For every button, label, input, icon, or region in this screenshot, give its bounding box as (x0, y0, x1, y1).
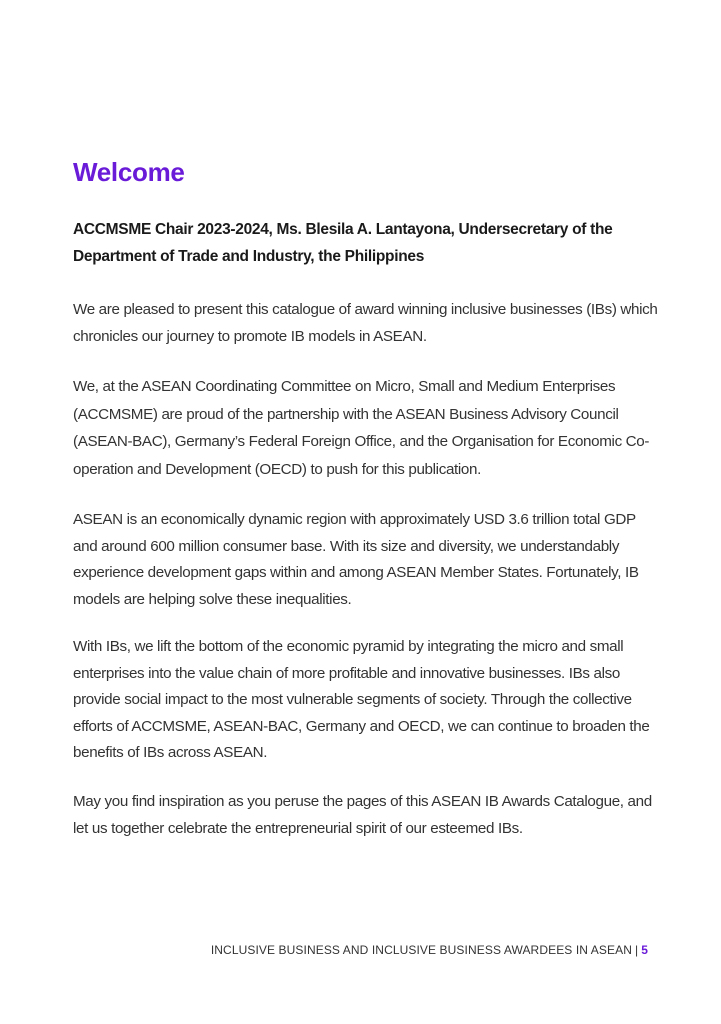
page-footer (211, 943, 648, 957)
footer-separator: | (635, 943, 639, 957)
paragraph-asean-economy: ASEAN is an economically dynamic region with approximately USD 3.6 trillion total GDP and around 600 million consumer base. With its size and diversity, we understandably experience development gaps within and among ASEAN Member States. Fortunately, IB models are helping solve these inequalities. (73, 511, 639, 608)
paragraph-closing: May you find inspiration as you peruse the pages of this ASEAN IB Awards Catalogue, and let us together celebrate the entrepreneurial spirit of our esteemed IBs. (73, 793, 652, 837)
paragraph-ib-impact: With IBs, we lift the bottom of the economic pyramid by integrating the micro and small enterprises into the value chain of more profitable and innovative businesses. IBs also provide social impact to the most vulnerable segments of society. Through the collective efforts of ACCMSME, ASEAN-BAC, Germany and OECD, we can continue to broaden the benefits of IBs across ASEAN. (73, 638, 650, 761)
paragraph-partnership: We, at the ASEAN Coordinating Committee on Micro, Small and Medium Enterprises (ACCMSME) are proud of the partnership with the ASEAN Business Advisory Council (ASEAN-BAC), Germany’s Federal Foreign Office, and the Organisation for Economic Co-operation and Development (OECD) to push for this publication. (73, 378, 650, 478)
page-number: 5 (641, 943, 648, 957)
footer-title: INCLUSIVE BUSINESS AND INCLUSIVE BUSINESS AWARDEES IN ASEAN (210, 943, 632, 957)
page-title: Welcome (73, 157, 185, 187)
chair-subheading: ACCMSME Chair 2023-2024, Ms. Blesila A. Lantayona, Undersecretary of the Department of Trade and Industry, the Philippines (73, 221, 613, 265)
paragraph-intro: We are pleased to present this catalogue of award winning inclusive businesses (IBs) which chronicles our journey to promote IB models in ASEAN. (73, 301, 658, 345)
